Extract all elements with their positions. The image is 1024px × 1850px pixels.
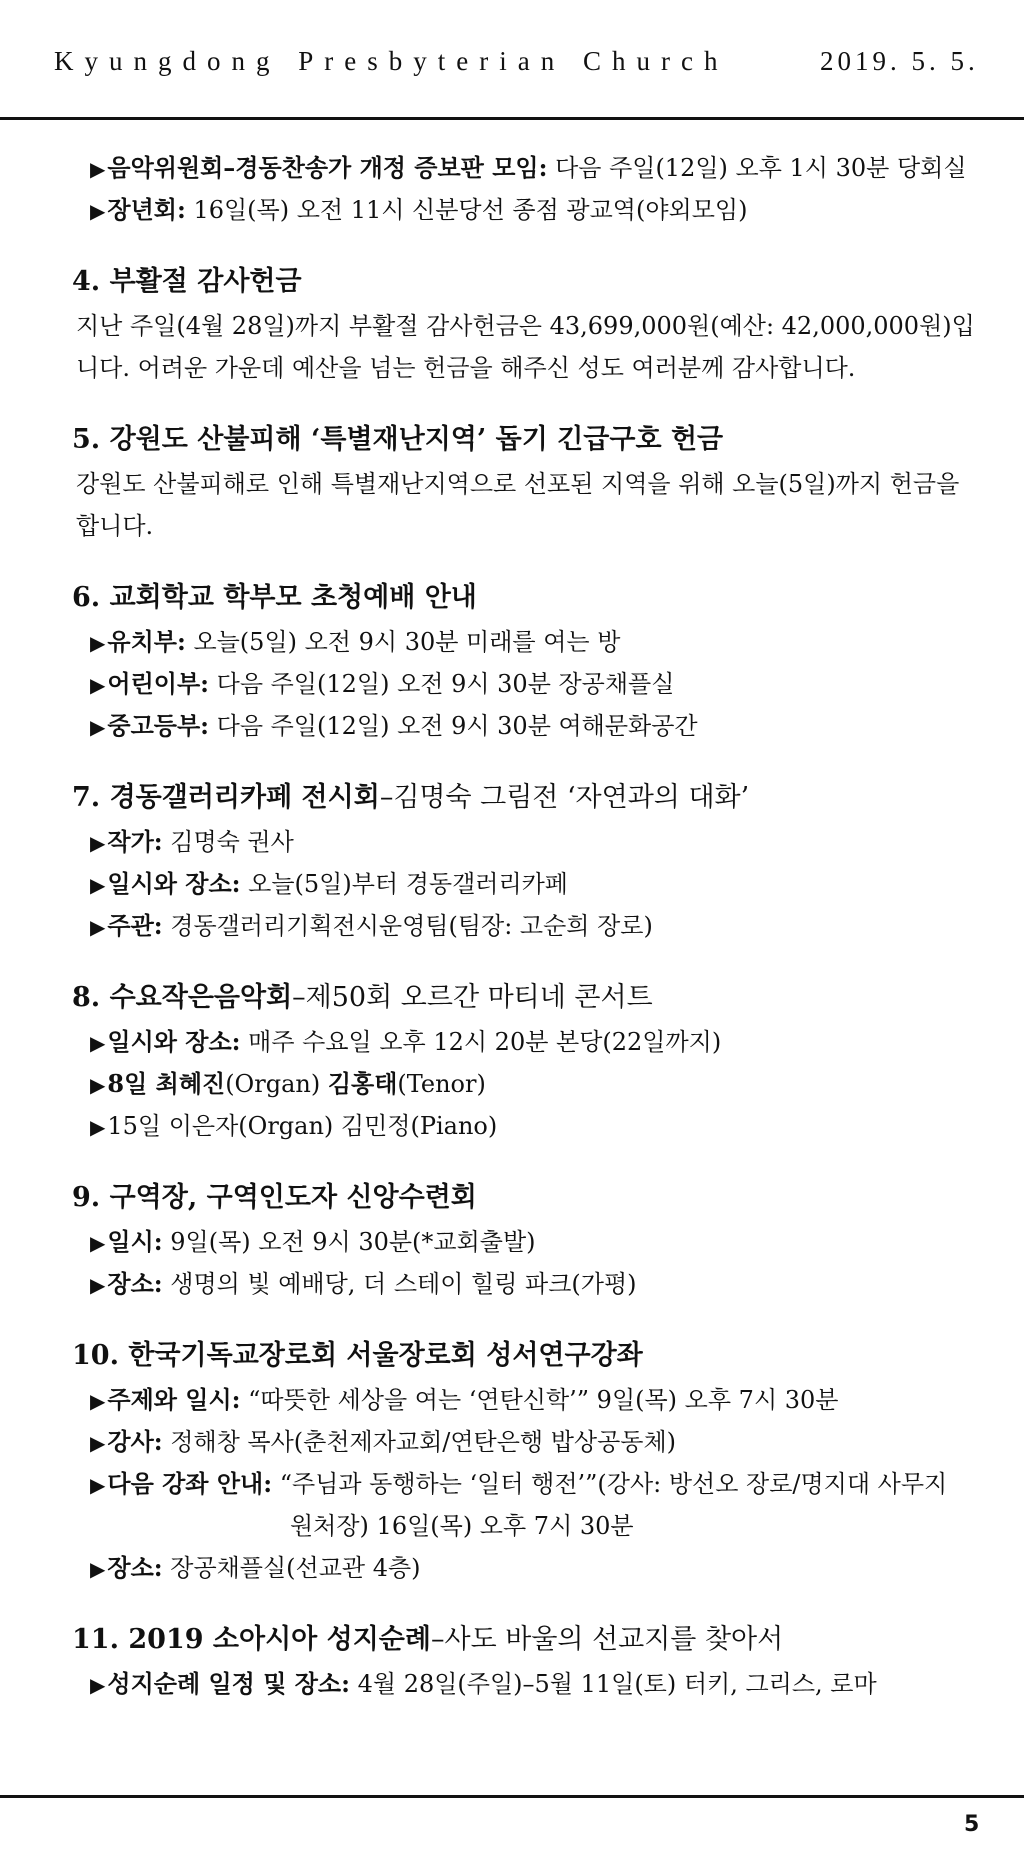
list-item: ▶성지순례 일정 및 장소: 4월 28일(주일)–5월 11일(토) 터키, 그리스, 로마	[90, 1669, 877, 1698]
page-header	[0, 0, 1024, 120]
paragraph-line: 지난 주일(4월 28일)까지 부활절 감사헌금은 43,699,000원(예산: 42,000,000원)입	[76, 312, 975, 340]
arrow-icon: ▶	[90, 1231, 106, 1255]
arrow-icon: ▶	[90, 1073, 106, 1097]
list-item: ▶어린이부: 다음 주일(12일) 오전 9시 30분 장공채플실	[90, 669, 675, 698]
list-item: ▶작가: 김명숙 권사	[90, 827, 294, 856]
section-title: 7. 경동갤러리카페 전시회–김명숙 그림전 ‘자연과의 대화’	[72, 782, 750, 813]
list-item: ▶8일 최혜진(Organ) 김홍태(Tenor)	[90, 1069, 486, 1098]
list-item: ▶강사: 정해창 목사(춘천제자교회/연탄은행 밥상공동체)	[90, 1427, 677, 1456]
arrow-icon: ▶	[90, 1431, 106, 1455]
arrow-icon: ▶	[90, 1115, 106, 1139]
list-item: ▶주관: 경동갤러리기획전시운영팀(팀장: 고순희 장로)	[90, 911, 653, 940]
arrow-icon: ▶	[90, 873, 106, 897]
bulletin-date: 2019. 5. 5.	[820, 46, 979, 76]
section-title: 9. 구역장, 구역인도자 신앙수련회	[72, 1182, 477, 1213]
paragraph-line: 강원도 산불피해로 인해 특별재난지역으로 선포된 지역을 위해 오늘(5일)까지 헌금을	[76, 470, 960, 498]
arrow-icon: ▶	[90, 1389, 106, 1413]
arrow-icon: ▶	[90, 1557, 106, 1581]
list-item: ▶일시와 장소: 매주 수요일 오후 12시 20분 본당(22일까지)	[90, 1027, 722, 1056]
list-item: ▶주제와 일시: “따뜻한 세상을 여는 ‘연탄신학’” 9일(목) 오후 7시 30분	[90, 1385, 839, 1414]
list-item: ▶중고등부: 다음 주일(12일) 오전 9시 30분 여해문화공간	[90, 711, 698, 740]
church-name: Kyungdong Presbyterian Church	[54, 46, 729, 76]
arrow-icon: ▶	[90, 673, 106, 697]
section-title: 8. 수요작은음악회–제50회 오르간 마티네 콘서트	[72, 982, 653, 1013]
section-title: 11. 2019 소아시아 성지순례–사도 바울의 선교지를 찾아서	[72, 1624, 784, 1655]
list-item: ▶일시와 장소: 오늘(5일)부터 경동갤러리카페	[90, 869, 568, 898]
list-item: ▶음악위원회–경동찬송가 개정 증보판 모임: 다음 주일(12일) 오후 1시 30분 당회실	[90, 153, 967, 182]
list-item-continuation: 원처장) 16일(목) 오후 7시 30분	[290, 1512, 634, 1540]
list-item: ▶유치부: 오늘(5일) 오전 9시 30분 미래를 여는 방	[90, 627, 621, 656]
arrow-icon: ▶	[90, 1031, 106, 1055]
arrow-icon: ▶	[90, 1273, 106, 1297]
arrow-icon: ▶	[90, 715, 106, 739]
arrow-icon: ▶	[90, 915, 106, 939]
section-title: 4. 부활절 감사헌금	[72, 266, 302, 297]
section-title: 5. 강원도 산불피해 ‘특별재난지역’ 돕기 긴급구호 헌금	[72, 424, 724, 455]
footer-divider	[0, 1795, 1024, 1798]
arrow-icon: ▶	[90, 1473, 106, 1497]
list-item: ▶장소: 생명의 빛 예배당, 더 스테이 힐링 파크(가평)	[90, 1269, 637, 1298]
section-title: 10. 한국기독교장로회 서울장로회 성서연구강좌	[72, 1340, 643, 1371]
list-item: ▶장소: 장공채플실(선교관 4층)	[90, 1553, 421, 1582]
list-item: ▶장년회: 16일(목) 오전 11시 신분당선 종점 광교역(야외모임)	[90, 195, 748, 224]
arrow-icon: ▶	[90, 1673, 106, 1697]
list-item: ▶일시: 9일(목) 오전 9시 30분(*교회출발)	[90, 1227, 536, 1256]
paragraph-line: 합니다.	[76, 512, 154, 540]
section-title: 6. 교회학교 학부모 초청예배 안내	[72, 582, 477, 613]
list-item: ▶다음 강좌 안내: “주님과 동행하는 ‘일터 행전’”(강사: 방선오 장로/명지대 사무지	[90, 1469, 948, 1498]
list-item: ▶15일 이은자(Organ) 김민정(Piano)	[90, 1112, 498, 1140]
arrow-icon: ▶	[90, 199, 106, 223]
arrow-icon: ▶	[90, 831, 106, 855]
arrow-icon: ▶	[90, 157, 106, 181]
page-number: 5	[964, 1812, 980, 1837]
paragraph-line: 니다. 어려운 가운데 예산을 넘는 헌금을 해주신 성도 여러분께 감사합니다.	[76, 354, 856, 382]
arrow-icon: ▶	[90, 631, 106, 655]
